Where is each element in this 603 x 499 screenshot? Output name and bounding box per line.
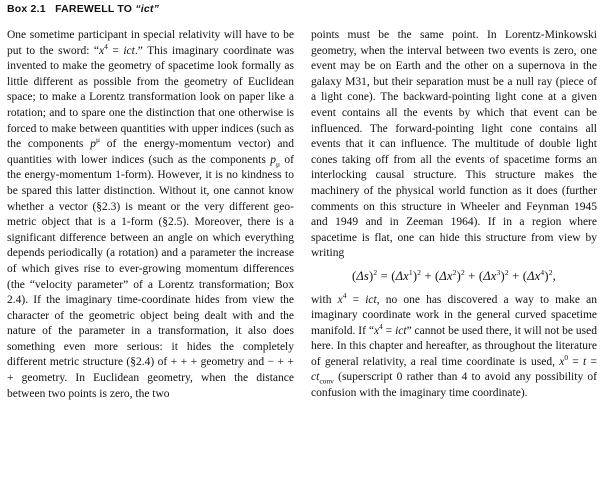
box-title — [7, 3, 159, 15]
right-paragraph-1: points must be the same point. In Lorentz-Minkowski geometry, when the interval between two events is zero, one event may be on Earth and the other on a supernova in the galaxy M31, but their separation must be a null ray (piece of a light cone). The backward-pointing light cone at a given event contains all the events by which that event can be influenced. The forward-pointing light cone contains all events that it can influence. The multitude of double light cones taking off from all the events of spacetime forms an interlocking causal structure. This structure makes the machinery of the physical world function as it does (further comments on this structure in Wheeler and Feynman 1945 and 1949 and in Zeeman 1964). If in a region where spacetime is flat, one can hide this structure from view by writing — [311, 29, 597, 260]
box-title-main: FAREWELL TO — [55, 3, 133, 15]
box-label: Box 2.1 — [7, 3, 46, 15]
right-paragraph-2: with $x^4$ = ict, no one has discovered a way to make an imaginary coordinate work in the general curved spacetime manifold. If “$x^4$ = ict” cannot be used there, it will not be used here. In this chapter and hereafter, as throughout the literature of general relativity, a real time coordinate is used, $x^0 = t = ct_{conv}$ (superscript 0 rather than 4 to avoid any possibility of confusion with the imaginary time coordinate). — [311, 290, 597, 400]
box-title-ict: “ict” — [135, 3, 160, 15]
left-column — [7, 28, 294, 402]
left-paragraph: One sometime participant in special relativity will have to be put to the sword: “$x^4$ = ict.” This imaginary coordinate was invented to make the geometry of spacetime look formally as little different as possible from the geometry of Euclidean space; to make a Lorentz transformation look on paper like a rotation; and to spare one the distinction that one otherwise is forced to make between quantities with upper indices (such as the components $p^\mu$ of the energy-momentum vector) and quantities with lower indices (such as the components $p_\mu$ of the energy-momentum 1-form). However, it is no kindness to be spared this latter distinction. Without it, one cannot know whether a vector (§2.3) is meant or the very different geometric object that is a 1-form (§2.5). Moreover, there is a significant difference between an angle on which everything depends periodically (a rotation) and a parameter the increase of which gives rise to ever-growing momentum differences (the “velocity parameter” of a Lorentz transformation; Box 2.4). If the imaginary time-coordinate hides from view the character of the geometric object being dealt with and the nature of the parameter in a transformation, it also does something even more serious: it hides the completely different metric structure (§2.4) of + + + geometry and − + + + geometry. In Euclidean geometry, when the distance between two points is zero, the two — [7, 29, 295, 400]
right-column — [311, 28, 597, 402]
interval-equation: $(\Delta s)^2 = (\Delta x^1)^2 + (\Delta x^2)^2 + (\Delta x^3)^2 + (\Delta x^4)^2$, — [351, 267, 556, 283]
